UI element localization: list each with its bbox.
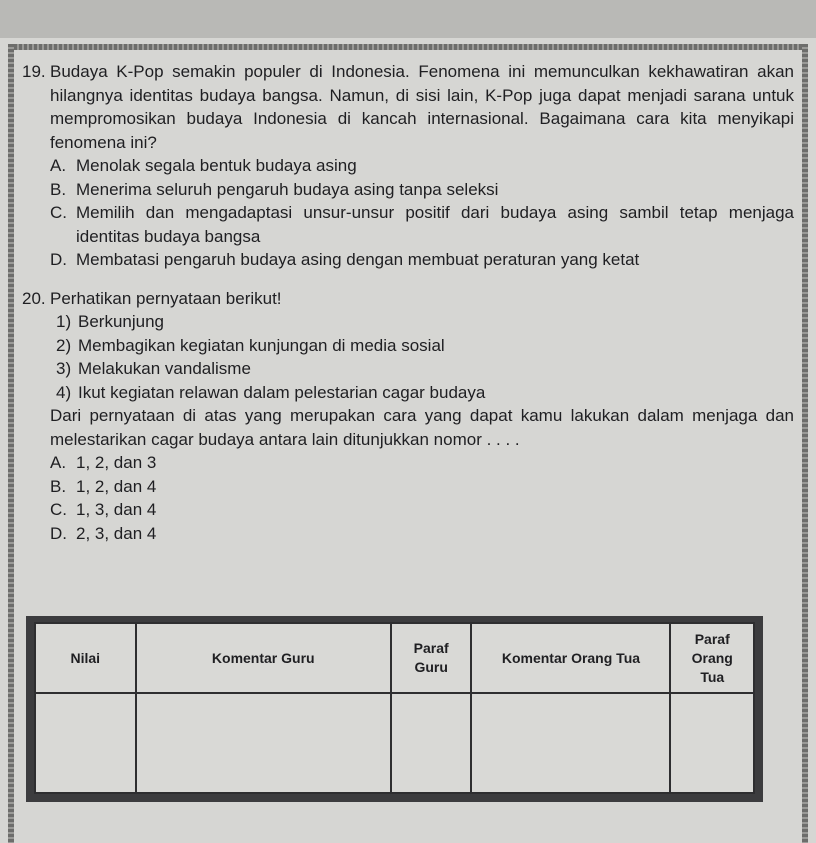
option-b bbox=[50, 475, 794, 499]
option-label: A. bbox=[50, 453, 67, 472]
option-c bbox=[50, 201, 794, 248]
page-border-left bbox=[8, 44, 14, 843]
page-border-right bbox=[802, 44, 808, 843]
questions-area bbox=[22, 60, 794, 545]
option-text: Membatasi pengaruh budaya asing dengan membuat peraturan yang ketat bbox=[76, 250, 640, 269]
question-number: 20. bbox=[22, 288, 46, 308]
option-label: B. bbox=[50, 179, 67, 199]
option-label: B. bbox=[50, 476, 67, 496]
option-text: 1, 2, dan 3 bbox=[76, 453, 157, 472]
question-19 bbox=[22, 60, 794, 272]
header-line: Paraf bbox=[694, 630, 730, 647]
option-d bbox=[50, 522, 794, 546]
option-label: C. bbox=[50, 500, 67, 519]
question-text: Budaya K-Pop semakin populer di Indonesia. Fenomena ini memunculkan kekhawatiran akan hilangnya identitas budaya bangsa. Namun, di sisi lain, K-Pop juga dapat menjadi sarana untuk mempromosikan budaya Indonesia di kancah internasional. Bagaimana cara kita menyikapi fenomena ini? bbox=[50, 62, 794, 152]
cell-komentar-orang-tua[interactable] bbox=[471, 693, 670, 793]
table-row bbox=[35, 693, 754, 793]
option-text: Menolak segala bentuk budaya asing bbox=[76, 156, 357, 175]
statement-label: 2) bbox=[56, 335, 72, 355]
statement-text: Ikut kegiatan relawan dalam pelestarian cagar budaya bbox=[78, 382, 486, 402]
statement-text: Membagikan kegiatan kunjungan di media sosial bbox=[78, 335, 445, 355]
header-line: Tua bbox=[700, 668, 725, 685]
statement-1 bbox=[56, 310, 794, 334]
option-text: 1, 3, dan 4 bbox=[76, 500, 157, 519]
cell-paraf-orang-tua[interactable] bbox=[670, 693, 754, 793]
statement-label: 4) bbox=[56, 382, 72, 402]
statement-3 bbox=[56, 357, 794, 381]
statement-label: 3) bbox=[56, 359, 72, 378]
option-a bbox=[50, 154, 794, 178]
option-text: Menerima seluruh pengaruh budaya asing tanpa seleksi bbox=[76, 179, 499, 199]
header-paraf-guru bbox=[391, 623, 471, 693]
assessment-table-frame bbox=[26, 616, 763, 802]
option-text: Memilih dan mengadaptasi unsur-unsur positif dari budaya asing sambil tetap menjaga identitas budaya bangsa bbox=[76, 203, 794, 246]
option-label: C. bbox=[50, 203, 67, 222]
cell-paraf-guru[interactable] bbox=[391, 693, 471, 793]
header-komentar-orang-tua: Komentar Orang Tua bbox=[471, 623, 670, 693]
option-text: 2, 3, dan 4 bbox=[76, 523, 157, 543]
option-label: D. bbox=[50, 523, 67, 543]
option-a bbox=[50, 451, 794, 475]
statement-2 bbox=[56, 334, 794, 358]
header-komentar-guru: Komentar Guru bbox=[136, 623, 391, 693]
question-number: 19. bbox=[22, 62, 46, 81]
option-label: A. bbox=[50, 156, 67, 175]
option-b bbox=[50, 178, 794, 202]
option-d bbox=[50, 248, 794, 272]
header-line: Guru bbox=[414, 659, 448, 675]
statement-text: Melakukan vandalisme bbox=[78, 359, 251, 378]
option-text: 1, 2, dan 4 bbox=[76, 476, 157, 496]
table-header-row bbox=[35, 623, 754, 693]
option-c bbox=[50, 498, 794, 522]
question-prompt: Dari pernyataan di atas yang merupakan cara yang dapat kamu lakukan dalam menjaga dan melestarikan cagar budaya antara lain ditunjukkan nomor . . . . bbox=[50, 406, 794, 449]
option-label: D. bbox=[50, 250, 67, 269]
header-paraf-orang-tua bbox=[670, 623, 754, 693]
header-nilai: Nilai bbox=[35, 623, 136, 693]
question-text: Perhatikan pernyataan berikut! bbox=[50, 288, 282, 308]
assessment-table bbox=[34, 622, 755, 794]
statement-text: Berkunjung bbox=[78, 312, 165, 331]
cell-nilai[interactable] bbox=[35, 693, 136, 793]
question-20 bbox=[22, 287, 794, 546]
header-line: Orang bbox=[691, 649, 733, 666]
statement-label: 1) bbox=[56, 312, 72, 331]
statement-4 bbox=[56, 381, 794, 405]
cell-komentar-guru[interactable] bbox=[136, 693, 391, 793]
header-line: Paraf bbox=[413, 640, 449, 656]
page-border-top bbox=[14, 44, 804, 50]
